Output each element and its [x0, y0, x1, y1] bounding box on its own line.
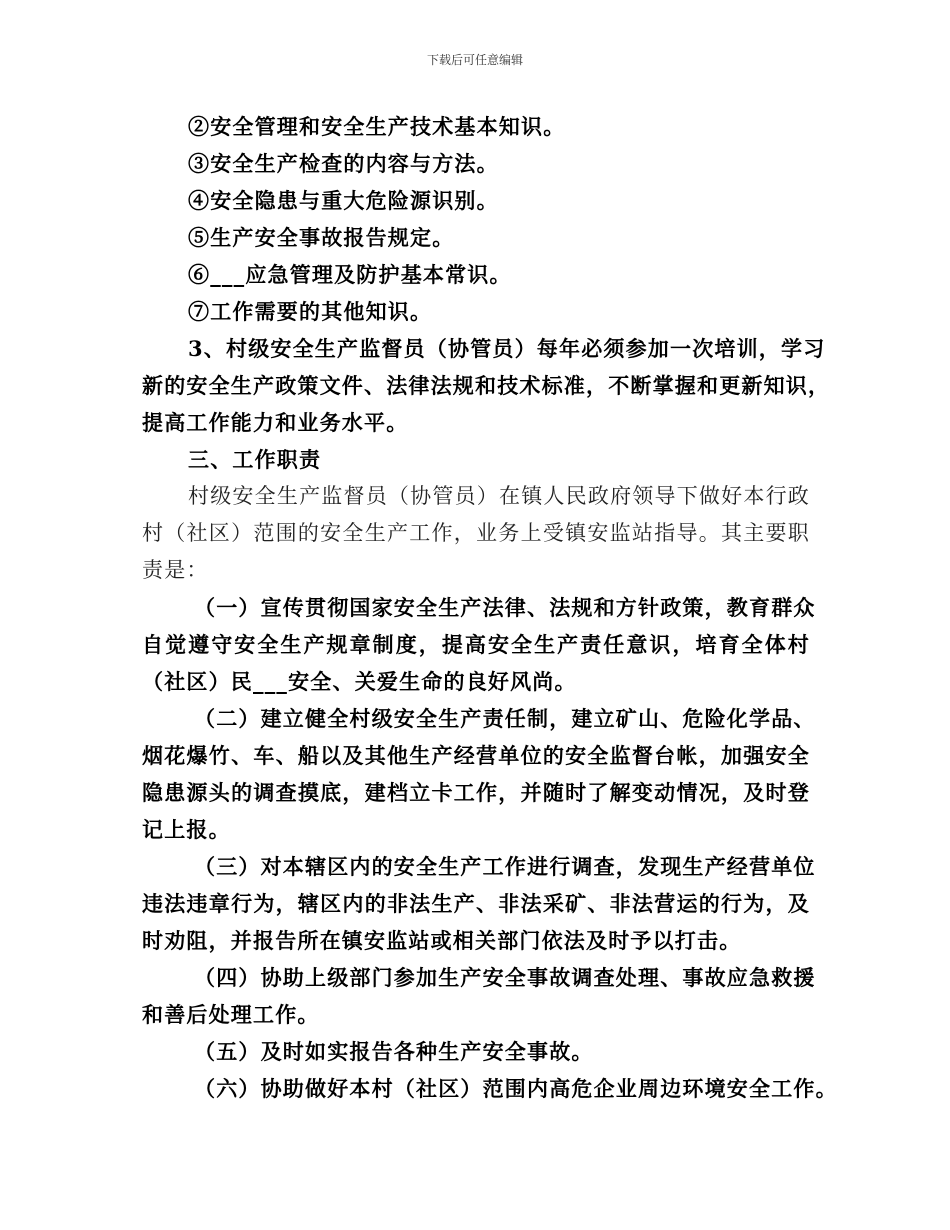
duty-3-line: 时劝阻，并报告所在镇安监站或相关部门依法及时予以打击。	[142, 928, 742, 953]
knowledge-item-6-text: 应急管理及防护基本常识。	[245, 262, 512, 287]
knowledge-item-7: ⑦工作需要的其他知识。	[188, 299, 433, 324]
fill-in-blank: ___	[210, 262, 246, 287]
duty-1-line	[142, 663, 810, 700]
duty-2-line: 记上报。	[142, 817, 231, 842]
intro-paragraph-line: 责是：	[142, 558, 209, 582]
document-body	[142, 108, 838, 1107]
duty-4-line: （四）协助上级部门参加生产安全事故调查处理、事故应急救援	[194, 965, 816, 990]
duty-6-line: （六）协助做好本村（社区）范围内高危企业周边环境安全工作。	[194, 1076, 838, 1101]
knowledge-item-3: ③安全生产检查的内容与方法。	[188, 151, 499, 176]
knowledge-item-2: ②安全管理和安全生产技术基本知识。	[188, 114, 566, 139]
duty-2-line: （二）建立健全村级安全生产责任制，建立矿山、危险化学品、	[194, 706, 816, 731]
duty-5-line: （五）及时如实报告各种生产安全事故。	[194, 1039, 594, 1064]
duty-1-line3-prefix: （社区）民	[142, 669, 253, 694]
duty-3-line: （三）对本辖区内的安全生产工作进行调查，发现生产经营单位	[194, 854, 816, 879]
knowledge-item-6	[142, 256, 810, 293]
training-paragraph-line: 提高工作能力和业务水平。	[142, 410, 409, 435]
knowledge-item-5: ⑤生产安全事故报告规定。	[188, 225, 455, 250]
duty-4-line: 和善后处理工作。	[142, 1002, 320, 1027]
duty-1-line3-suffix: 安全、关爱生命的良好风尚。	[288, 669, 577, 694]
training-paragraph-line: 3、村级安全生产监督员（协管员）每年必须参加一次培训，学习	[188, 336, 826, 361]
intro-paragraph-line: 村级安全生产监督员（协管员）在镇人民政府领导下做好本行政	[188, 484, 810, 508]
duty-2-line: 隐患源头的调查摸底，建档立卡工作，并随时了解变动情况，及时登	[142, 780, 810, 805]
training-paragraph-line: 新的安全生产政策文件、法律法规和技术标准，不断掌握和更新知识，	[142, 373, 831, 398]
duty-1-line: （一）宣传贯彻国家安全生产法律、法规和方针政策，教育群众	[194, 595, 816, 620]
duty-1-line: 自觉遵守安全生产规章制度，提高安全生产责任意识，培育全体村	[142, 632, 810, 657]
section-title: 三、工作职责	[188, 447, 322, 472]
knowledge-item-4: ④安全隐患与重大危险源识别。	[188, 188, 499, 213]
duty-2-line: 烟花爆竹、车、船以及其他生产经营单位的安全监督台帐，加强安全	[142, 743, 810, 768]
knowledge-item-6-prefix: ⑥	[188, 262, 211, 287]
page-header-note: 下载后可任意编辑	[426, 53, 523, 67]
duty-3-line: 违法违章行为，辖区内的非法生产、非法采矿、非法营运的行为，及	[142, 891, 810, 916]
intro-paragraph-line: 村（社区）范围的安全生产工作，业务上受镇安监站指导。其主要职	[142, 521, 810, 545]
fill-in-blank: ___	[253, 669, 289, 694]
